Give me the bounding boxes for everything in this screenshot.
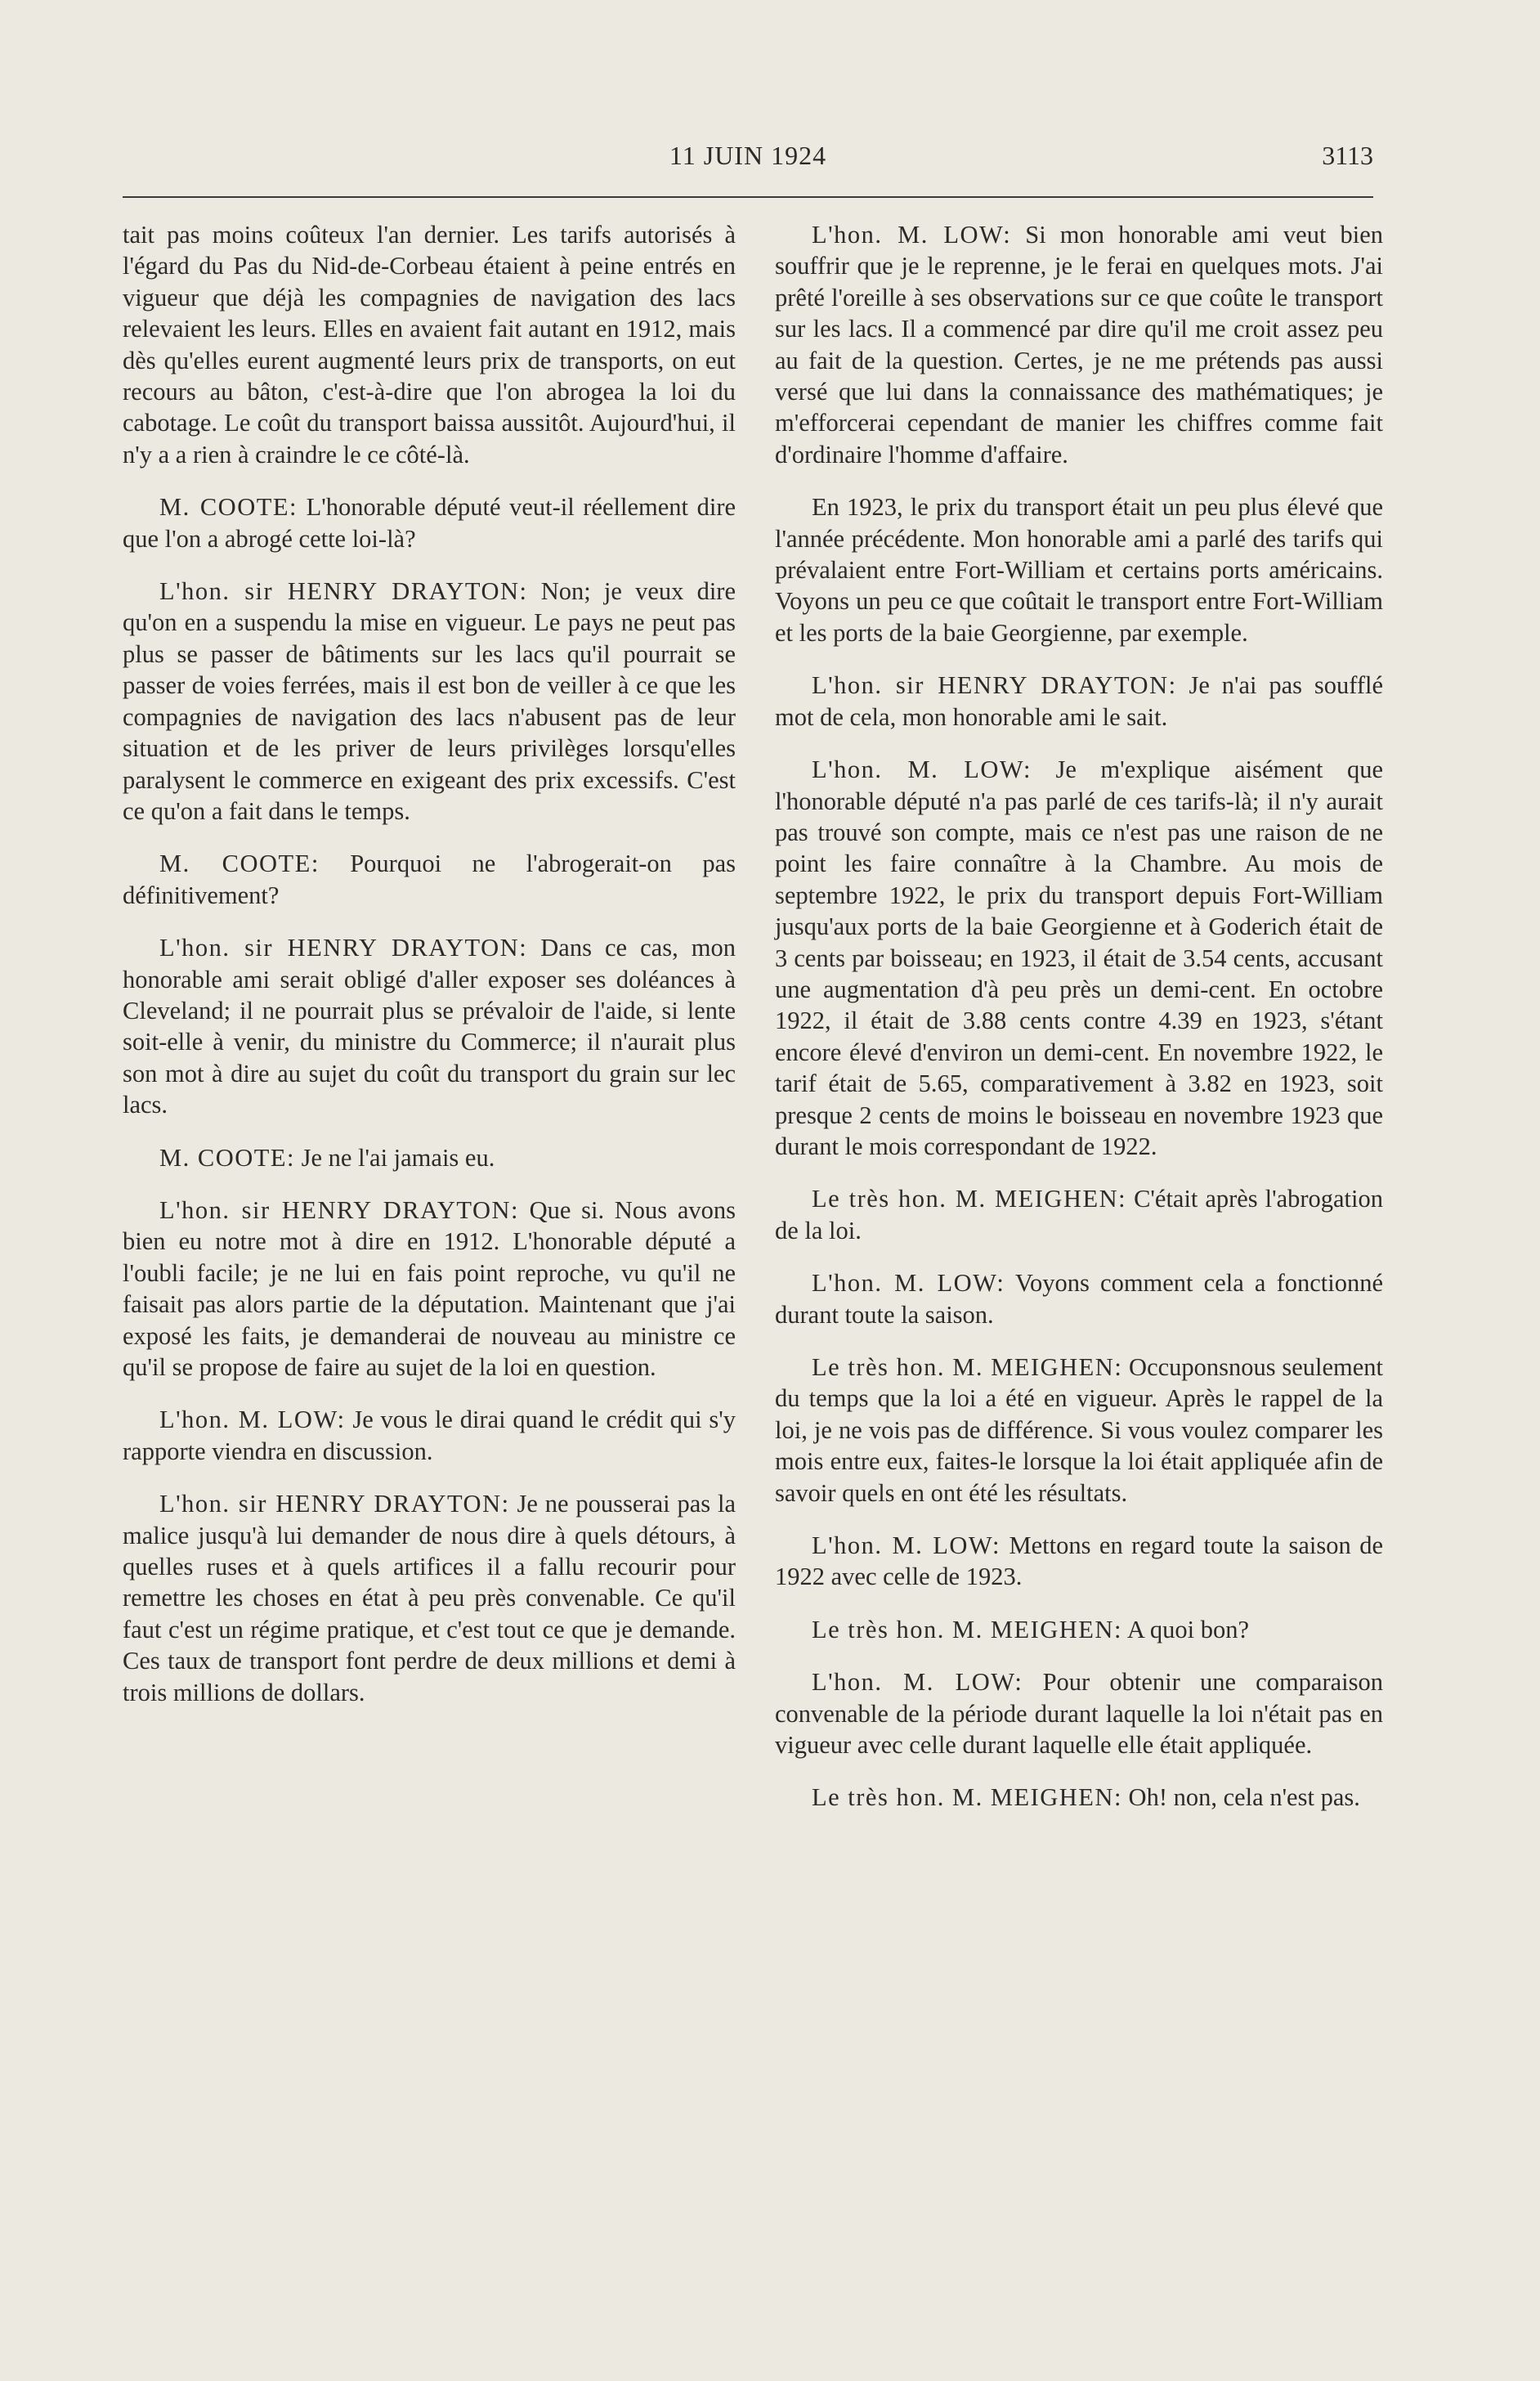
page-header: [123, 131, 1373, 180]
paragraph: L'hon. M. LOW: Si mon honorable ami veut bien souffrir que je le reprenne, je le ferai en quelques mots. J'ai prêté l'oreille à ses observations sur ce que coûte le transport sur les lacs. Il a commencé par dire qu'il me croit assez peu au fait de la question. Certes, je ne me prétends pas aussi versé que lui dans la connaissance des mathématiques; je m'efforcerai cependant de manier les chiffres comme fait d'ordinaire l'homme d'affaire.: [775, 221, 1384, 469]
speaker-name: Le très hon. M. MEIGHEN:: [812, 1185, 1127, 1213]
paragraph: M. COOTE: Pourquoi ne l'abrogerait-on pas définitivement?: [123, 850, 736, 909]
speaker-name: M. COOTE:: [159, 493, 298, 522]
paragraph: L'hon. M. LOW: Je m'explique aisément que l'honorable député n'a pas parlé de ces tarifs-là; il n'y aurait pas trouvé son compte, mais ce n'est pas une raison de ne point les faire connaître à la Chambre. Au mois de septembre 1922, le prix du transport depuis Fort-William jusqu'aux ports de la baie Georgienne et à Goderich était de 3 cents par boisseau; en 1923, il était de 3.54 cents, accusant une augmentation d'à peu près un demi-cent. En octobre 1922, il était de 3.88 cents contre 4.39 en 1923, s'étant encore élevé d'environ un demi-cent. En novembre 1922, le tarif était de 5.65, comparativement à 3.82 en 1923, soit presque 2 cents de moins le boisseau en novembre 1923 que durant le mois correspondant de 1922.: [775, 756, 1384, 1160]
speaker-name: L'hon. M. LOW:: [812, 1531, 1001, 1560]
speaker-name: L'hon. sir HENRY DRAYTON:: [159, 1490, 510, 1518]
paragraph: L'hon. M. LOW: Je vous le dirai quand le crédit qui s'y rapporte viendra en discussion.: [123, 1406, 736, 1465]
paragraph: L'hon. M. LOW: Voyons comment cela a fonctionné durant toute la saison.: [775, 1269, 1383, 1329]
paragraph: Le très hon. M. MEIGHEN: C'était après l'abrogation de la loi.: [775, 1185, 1383, 1244]
paragraph: L'hon. M. LOW: Mettons en regard toute la saison de 1922 avec celle de 1923.: [775, 1531, 1383, 1591]
paragraph: L'hon. M. LOW: Pour obtenir une comparaison convenable de la période durant laquelle la loi n'était pas en vigueur avec celle durant laquelle elle était appliquée.: [775, 1668, 1383, 1760]
paragraph: Le très hon. M. MEIGHEN: Oh! non, cela n'est pas.: [812, 1783, 1360, 1812]
paragraph: L'hon. sir HENRY DRAYTON: Je n'ai pas soufflé mot de cela, mon honorable ami le sait.: [775, 671, 1384, 731]
speaker-name: L'hon. M. LOW:: [812, 1269, 1005, 1298]
speaker-name: M. COOTE:: [159, 850, 320, 878]
page-date: 11 JUIN 1924: [669, 141, 827, 170]
speaker-name: Le très hon. M. MEIGHEN:: [812, 1353, 1123, 1381]
speaker-name: L'hon. sir HENRY DRAYTON:: [812, 671, 1177, 700]
paragraph: M. COOTE: Je ne l'ai jamais eu.: [159, 1143, 495, 1172]
right-column: [775, 219, 1383, 1835]
speaker-name: L'hon. M. LOW:: [812, 756, 1032, 784]
paragraph: tait pas moins coûteux l'an dernier. Les tarifs autorisés à l'égard du Pas du Nid-de-Corbeau étaient à peine entrés en vigueur que déjà les compagnies de navigation des lacs relevaient les leurs. Elles en avaient fait autant en 1912, mais dès qu'elles eurent augmenté leurs prix de transports, on eut recours au bâton, c'est-à-dire que l'on abrogea la loi du cabotage. Le coût du transport baissa aussitôt. Aujourd'hui, il n'y a a rien à craindre le ce côté-là.: [123, 221, 736, 469]
paragraph: M. COOTE: L'honorable député veut-il réellement dire que l'on a abrogé cette loi-là?: [123, 493, 736, 553]
page-number: 3113: [1322, 141, 1373, 170]
speaker-name: Le très hon. M. MEIGHEN:: [812, 1783, 1122, 1812]
header-rule: [123, 196, 1373, 198]
speaker-name: Le très hon. M. MEIGHEN:: [812, 1615, 1122, 1643]
paragraph: L'hon. sir HENRY DRAYTON: Je ne pousserai pas la malice jusqu'à lui demander de nous dire à quels détours, à quelles ruses et à quels artifices il a fallu recourir pour remettre les choses en état à peu près convenable. Ce qu'il faut c'est un régime pratique, et c'est tout ce que je demande. Ces taux de transport font perdre de deux millions et demi à trois millions de dollars.: [123, 1490, 736, 1706]
speaker-name: L'hon. sir HENRY DRAYTON:: [159, 1195, 519, 1224]
speaker-name: L'hon. M. LOW:: [159, 1406, 346, 1434]
paragraph: L'hon. sir HENRY DRAYTON: Non; je veux dire qu'on en a suspendu la mise en vigueur. Le pays ne peut pas plus se passer de bâtiments sur les lacs qu'il pourrait se passer de voies ferrées, mais il est bon de veiller à ce que les compagnies de navigation des lacs n'abusent pas de leur situation et de les priver de leurs privilèges lorsqu'elles paralysent le commerce en exigeant des prix excessifs. C'est ce qu'on a fait dans le temps.: [123, 577, 736, 825]
speaker-name: L'hon. sir HENRY DRAYTON:: [159, 934, 528, 962]
speaker-name: M. COOTE:: [159, 1143, 295, 1172]
paragraph: En 1923, le prix du transport était un peu plus élevé que l'année précédente. Mon honorable ami a parlé des tarifs qui prévalaient entre Fort-William et certains ports américains. Voyons un peu ce que coûtait le transport entre Fort-William et les ports de la baie Georgienne, par exemple.: [775, 493, 1383, 647]
speaker-name: L'hon. M. LOW:: [812, 221, 1012, 249]
paragraph: Le très hon. M. MEIGHEN: A quoi bon?: [812, 1615, 1249, 1643]
left-column: [123, 219, 736, 1729]
paragraph: Le très hon. M. MEIGHEN: Occuponsnous seulement du temps que la loi a été en vigueur. Après le rappel de la loi, je ne vois pas de différence. Si vous voulez comparer les mois entre eux, faites-le lorsque la loi était appliquée afin de savoir quels en ont été les résultats.: [775, 1353, 1384, 1507]
paragraph: L'hon. sir HENRY DRAYTON: Dans ce cas, mon honorable ami serait obligé d'aller exposer ses doléances à Cleveland; il ne pourrait plus se prévaloir de l'aide, si lente soit-elle à venir, du ministre du Commerce; il n'aurait plus son mot à dire au sujet du coût du transport du grain sur lec lacs.: [123, 934, 736, 1119]
speaker-name: L'hon. sir HENRY DRAYTON:: [159, 577, 528, 606]
speaker-name: L'hon. M. LOW:: [812, 1668, 1023, 1697]
paragraph: L'hon. sir HENRY DRAYTON: Que si. Nous avons bien eu notre mot à dire en 1912. L'honorable député a l'oubli facile; je ne lui en fais point reproche, vu qu'il ne faisait pas alors partie de la députation. Maintenant que j'ai exposé les faits, je demanderai de nouveau au ministre ce qu'il se propose de faire au sujet de la loi en question.: [123, 1195, 736, 1381]
